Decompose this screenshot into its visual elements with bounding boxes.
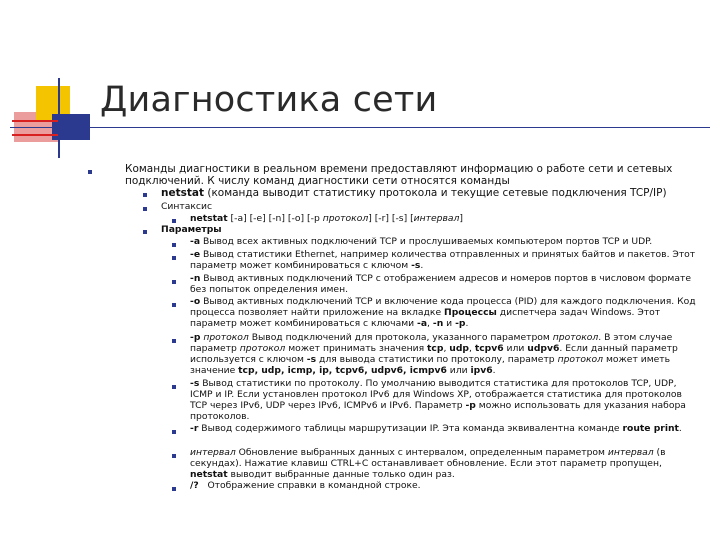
bullet [172,487,176,491]
param-flag: -s [190,378,200,389]
param-text: диспетчера задач Windows. Этот параметр может комбинироваться с ключами [190,306,661,329]
param-arg: протокол [239,342,286,354]
netstat-ref: netstat [190,468,228,480]
param-ref: -p [455,317,466,329]
syntax-proto: протокол [322,213,369,224]
param-text: Вывод активных подключений TCP с отображением адресов и номеров портов в числовом формате без попыток определения имен. [190,273,691,295]
param-arg: протокол [552,332,599,343]
proto-value: udpv6 [527,342,560,354]
param-flag: -e [190,249,201,260]
syntax-line [190,214,700,225]
proto-value: tcpv6 [474,342,504,354]
bullet [172,430,176,434]
netstat-description: (команда выводит статистику протокола и текущие сетевые подключения TCP/IP) [207,187,667,199]
punct: , [427,317,433,329]
punct: , [443,342,450,354]
param-flag: /? [190,480,199,491]
punct: . [678,423,682,434]
bullet [172,256,176,260]
bullet [172,339,176,343]
param-text: (в секундах). Нажатие клавиш CTRL+C останавливает обновление. Если этот параметр пропущен, [190,447,666,469]
proto-value: tcp [427,342,444,354]
punct: или [503,342,528,354]
param-text: Вывод статистики по протоколу. По умолчанию выводится статистика для протоколов TCP, UDP, ICMP и IP. Если установлен протокол IPv6 для Windows XP, отображается статистика для протоколов TCP через IPv6, UDP через IPv6, ICMPv6 и IPv6. Параметр [190,378,682,411]
route-command: route print [622,423,679,434]
param-flag: -a [190,236,201,247]
param-text: Вывод активных подключений TCP и включение кода процесса (PID) для каждого подключения. Код процесса позволяет найти приложение на вкладке [190,296,696,318]
processes-tab-ref: Процессы [444,306,497,318]
punct: или [446,364,471,376]
bullet [172,243,176,247]
punct: . [420,259,424,271]
param-text: . Если данный параметр используется с ключом [190,342,678,365]
syntax-opts2: ] [-r] [-s] [ [368,213,414,224]
param-flag: -o [190,296,201,307]
param-ref: -s [306,353,317,365]
decor-red-line [12,120,58,122]
netstat-item [161,187,701,199]
param-n [190,274,700,296]
param-text: для вывода статистики по протоколу, параметр [316,353,558,365]
param-arg: протокол [203,332,249,343]
param-text: Вывод статистики Ethernet, например количества отправленных и принятых байтов и пакетов. Этот параметр может комбинироваться с ключом [190,249,696,271]
param-a [190,237,700,248]
bullet [88,170,92,174]
proto-value: tcp, udp, icmp, ip, tcpv6, udpv6, icmpv6 [238,364,447,376]
netstat-command: netstat [161,187,204,199]
syntax-opts: [-a] [-e] [-n] [-o] [-p [230,213,323,224]
param-arg: протокол [557,353,604,365]
decor-horizontal-line [10,127,710,128]
syntax-interval: интервал [413,213,460,224]
param-flag: -n [190,273,201,284]
param-text: Вывод содержимого таблицы маршрутизации IP. Эта команда эквивалентна команде [201,423,623,434]
bullet [172,385,176,389]
param-p [190,333,700,377]
param-interval [190,448,700,481]
param-arg: интервал [190,447,236,458]
intro-text: Команды диагностики в реальном времени предоставляют информацию о работе сети и сетевых подключений. К числу команд диагностики сети относятся команды [125,163,673,187]
params-label [161,225,222,236]
param-e [190,250,700,272]
param-text: . В этом случае параметр [190,332,673,354]
param-text: выводит выбранные данные только один раз. [227,468,455,480]
bullet [172,219,176,223]
bullet [172,303,176,307]
param-text: Отображение справки в командной строке. [207,480,421,491]
decor-red-line [12,134,58,136]
param-ref: -n [432,317,444,329]
param-ref: -p [465,399,476,411]
param-arg: интервал [607,447,654,458]
bullet [143,207,147,211]
syntax-cmd: netstat [190,213,228,224]
syntax-label: Синтаксис [161,201,212,212]
bullet [143,230,147,234]
slide-title: Диагностика сети [100,80,438,120]
decor-vertical-line [58,78,60,158]
punct: . [492,364,496,376]
bullet [172,280,176,284]
param-text: можно использовать для указания набора протоколов. [190,399,686,422]
proto-value: udp [449,342,469,354]
param-flag: -p [190,332,201,343]
bullet [172,454,176,458]
syntax-end: ] [459,213,463,224]
param-o [190,297,700,330]
param-ref: -a [417,317,428,329]
param-text: Обновление выбранных данных с интервалом, определенным параметром [235,447,608,458]
punct: и [443,317,456,329]
param-text: Вывод подключений для протокола, указанного параметром [248,332,553,343]
param-s [190,379,700,423]
bullet [143,193,147,197]
punct: . [465,317,469,329]
param-ref: -s [411,259,421,271]
param-help [190,481,700,492]
param-r [190,424,700,435]
params-label-text: Параметры [161,224,222,235]
param-text: Вывод всех активных подключений TCP и прослушиваемых компьютером портов TCP и UDP. [202,236,653,247]
param-text: может иметь значение [190,353,671,376]
param-flag: -r [190,423,199,434]
proto-value: ipv6 [470,364,493,376]
punct: , [469,342,475,354]
param-text: может принимать значения [285,342,428,354]
